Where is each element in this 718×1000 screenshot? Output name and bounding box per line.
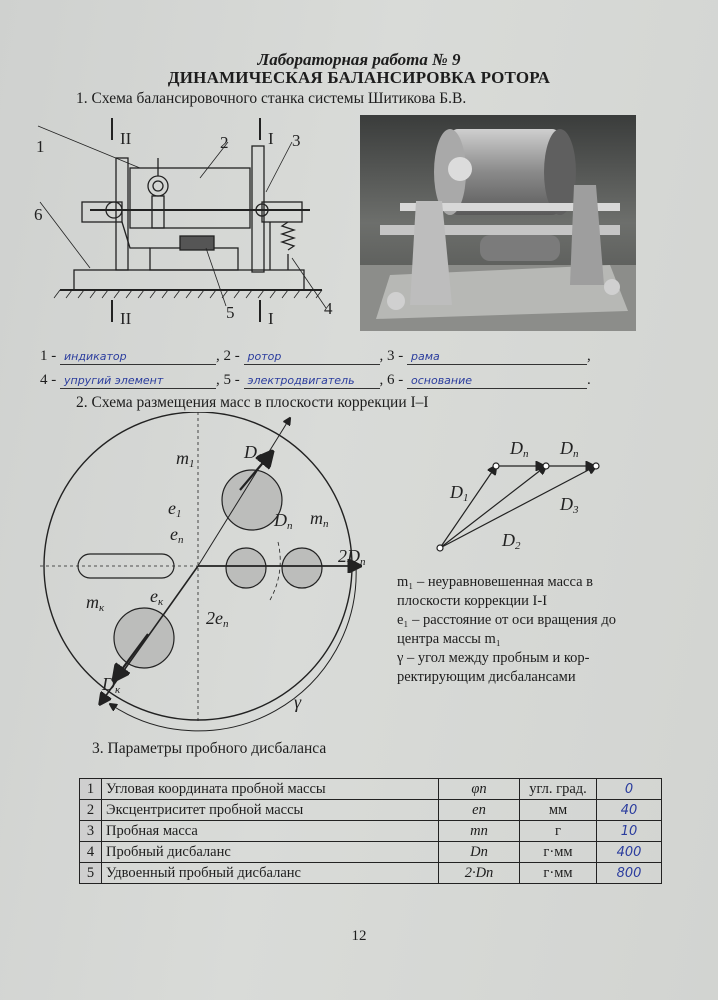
- section-mark-II-bottom: II: [120, 309, 132, 328]
- machine-photo: [360, 115, 636, 331]
- vector-diagram: [420, 428, 620, 568]
- svg-text:D1: D1: [450, 482, 469, 504]
- label-4: 4: [324, 299, 333, 318]
- label-2: 2: [220, 133, 229, 152]
- section2-heading: 2. Схема размещения масс в плоскости коррекции I–I: [76, 394, 429, 411]
- legend-row-2: 4 - упругий элемент , 5 - электродвигатель , 6 - основание .: [40, 372, 591, 388]
- table-row: 5 Удвоенный пробный дисбаланс 2·Dп г·мм 800: [80, 863, 662, 884]
- mass-placement-diagram: [30, 412, 390, 732]
- balancing-machine-schematic: [30, 118, 360, 330]
- svg-text:2eп: 2eп: [206, 608, 229, 630]
- trial-imbalance-table: [79, 778, 662, 884]
- page-number: 12: [351, 928, 367, 944]
- svg-text:eк: eк: [150, 586, 164, 608]
- section-mark-II-top: II: [120, 129, 132, 148]
- svg-text:e1: e1: [168, 498, 182, 520]
- svg-text:Dп: Dп: [560, 438, 579, 460]
- svg-text:Dп: Dп: [274, 510, 293, 532]
- legend-row-1: 1 - индикатор , 2 - ротор , 3 - рама ,: [40, 348, 591, 364]
- label-1: 1: [36, 137, 45, 156]
- svg-text:mп: mп: [310, 508, 329, 530]
- table-row: 2 Эксцентриситет пробной массы eп мм 40: [80, 800, 662, 821]
- answer-field-1[interactable]: индикатор: [60, 348, 216, 365]
- answer-field-5[interactable]: электродвигатель: [244, 372, 380, 389]
- main-title: ДИНАМИЧЕСКАЯ БАЛАНСИРОВКА РОТОРА: [167, 68, 551, 87]
- lab-title: Лабораторная работа № 9: [257, 50, 461, 69]
- section-mark-I-top: I: [268, 129, 274, 148]
- label-5: 5: [226, 303, 235, 322]
- label-3: 3: [292, 131, 301, 150]
- answer-field-4[interactable]: упругий элемент: [60, 372, 216, 389]
- svg-text:γ: γ: [294, 692, 302, 712]
- section-mark-I-bottom: I: [268, 309, 274, 328]
- svg-text:eп: eп: [170, 524, 184, 546]
- svg-text:mк: mк: [86, 592, 105, 614]
- svg-text:Dп: Dп: [510, 438, 529, 460]
- answer-field-2[interactable]: ротор: [244, 348, 380, 365]
- svg-text:2Dп: 2Dп: [338, 546, 366, 568]
- svg-text:D3: D3: [560, 494, 579, 516]
- section1-heading: 1. Схема балансировочного станка системы Шитикова Б.В.: [76, 90, 467, 107]
- diagram-description: m₁ – неуравновешенная масса в плоскости коррекции I-I e₁ – расстояние от оси вращения до центра массы m₁ γ – угол между пробным и кор-ректирующим дисбалансами: [397, 574, 616, 685]
- section3-heading: 3. Параметры пробного дисбаланса: [92, 740, 327, 757]
- svg-text:Dк: Dк: [102, 674, 121, 696]
- answer-field-6[interactable]: основание: [407, 372, 587, 389]
- table-row: 1 Угловая координата пробной массы φп угл. град. 0: [80, 779, 662, 800]
- svg-text:m1: m1: [176, 448, 195, 470]
- svg-text:D1: D1: [244, 442, 263, 464]
- svg-text:D2: D2: [502, 530, 521, 552]
- table-row: 4 Пробный дисбаланс Dп г·мм 400: [80, 842, 662, 863]
- answer-field-3[interactable]: рама: [407, 348, 587, 365]
- table-row: 3 Пробная масса mп г 10: [80, 821, 662, 842]
- label-6: 6: [34, 205, 43, 224]
